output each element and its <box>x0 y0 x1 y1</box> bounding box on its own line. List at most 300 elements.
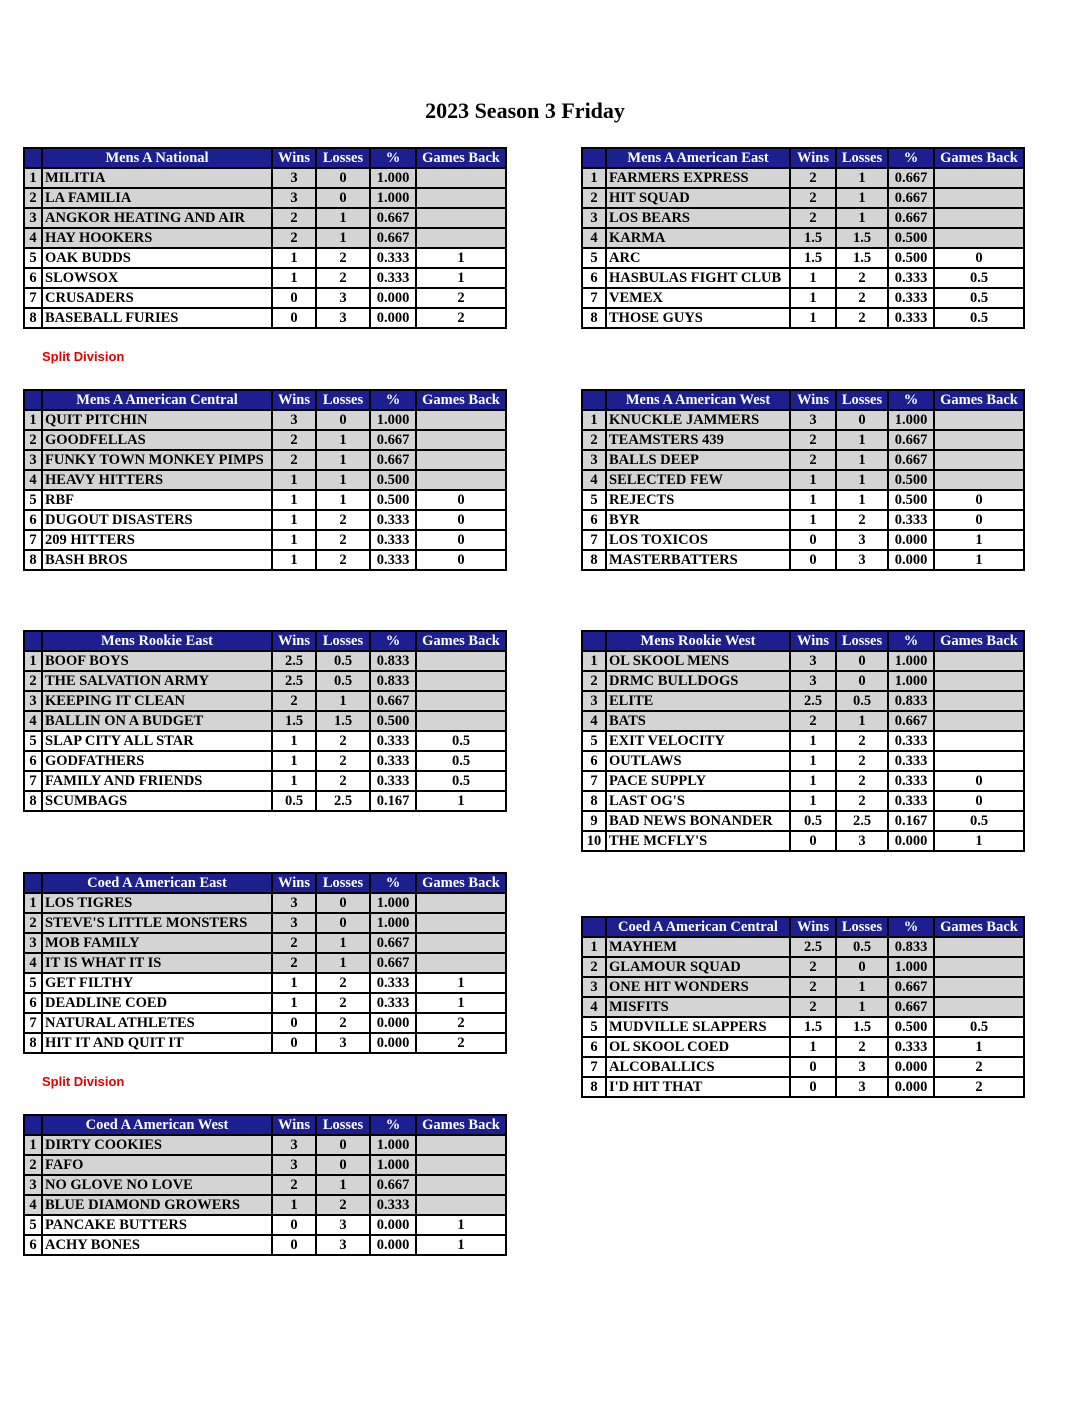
rank-cell: 8 <box>582 1077 606 1097</box>
pct-cell: 0.833 <box>888 937 934 957</box>
games-back-cell: 0.5 <box>934 1017 1024 1037</box>
games-back-cell: 0.5 <box>416 731 506 751</box>
games-back-cell <box>934 208 1024 228</box>
rank-cell: 5 <box>24 248 42 268</box>
team-cell: KARMA <box>606 228 790 248</box>
pct-cell: 1.000 <box>370 1135 416 1155</box>
rank-cell: 3 <box>582 977 606 997</box>
team-cell: GLAMOUR SQUAD <box>606 957 790 977</box>
table-row <box>582 977 1024 997</box>
rank-cell: 3 <box>24 933 42 953</box>
table-row <box>582 811 1024 831</box>
header-row <box>24 390 506 410</box>
rank-cell: 3 <box>582 208 606 228</box>
losses-cell: 1 <box>316 208 370 228</box>
losses-cell: 3 <box>316 1033 370 1053</box>
wins-cell: 2 <box>272 208 316 228</box>
table-row <box>24 913 506 933</box>
games-back-cell: 0 <box>416 550 506 570</box>
rank-header <box>582 917 606 937</box>
table-row <box>24 228 506 248</box>
rank-cell: 6 <box>24 268 42 288</box>
table-row <box>24 791 506 811</box>
rank-cell: 6 <box>582 751 606 771</box>
table-row <box>582 957 1024 977</box>
team-cell: DIRTY COOKIES <box>42 1135 272 1155</box>
wins-cell: 1 <box>272 470 316 490</box>
table-row <box>24 188 506 208</box>
games-back-cell <box>416 711 506 731</box>
rank-cell: 1 <box>24 168 42 188</box>
table-row <box>24 510 506 530</box>
table-row <box>582 268 1024 288</box>
pct-cell: 0.000 <box>370 1235 416 1255</box>
pct-cell: 0.000 <box>888 550 934 570</box>
wins-cell: 3 <box>272 1135 316 1155</box>
rank-cell: 1 <box>582 651 606 671</box>
rank-header <box>24 390 42 410</box>
pct-cell: 0.667 <box>370 953 416 973</box>
wins-cell: 0 <box>272 1235 316 1255</box>
wins-cell: 3 <box>272 410 316 430</box>
team-cell: NO GLOVE NO LOVE <box>42 1175 272 1195</box>
games-back-cell: 1 <box>416 1235 506 1255</box>
losses-cell: 1 <box>836 450 888 470</box>
table-row <box>24 751 506 771</box>
rank-cell: 4 <box>24 711 42 731</box>
games-back-cell: 0.5 <box>934 308 1024 328</box>
pct-cell: 0.333 <box>888 308 934 328</box>
rank-cell: 2 <box>582 671 606 691</box>
wins-cell: 1 <box>272 751 316 771</box>
pct-cell: 0.333 <box>370 731 416 751</box>
losses-cell: 2 <box>316 268 370 288</box>
games-back-cell <box>416 651 506 671</box>
wins-cell: 2 <box>790 168 836 188</box>
rank-cell: 7 <box>582 530 606 550</box>
column-header-wins: Wins <box>790 390 836 410</box>
losses-cell: 2 <box>316 771 370 791</box>
table-row <box>582 997 1024 1017</box>
wins-cell: 1 <box>790 751 836 771</box>
pct-cell: 0.833 <box>370 671 416 691</box>
pct-cell: 1.000 <box>370 188 416 208</box>
pct-cell: 0.333 <box>370 1195 416 1215</box>
column-header-gb: Games Back <box>934 148 1024 168</box>
losses-cell: 1 <box>836 168 888 188</box>
standings-table <box>23 147 507 329</box>
pct-cell: 0.667 <box>888 450 934 470</box>
pct-cell: 0.000 <box>370 1013 416 1033</box>
team-cell: BASH BROS <box>42 550 272 570</box>
wins-cell: 0 <box>790 550 836 570</box>
games-back-cell <box>934 430 1024 450</box>
column-header-gb: Games Back <box>934 631 1024 651</box>
team-cell: PACE SUPPLY <box>606 771 790 791</box>
table-row <box>24 1215 506 1235</box>
column-header-wins: Wins <box>272 148 316 168</box>
losses-cell: 3 <box>316 1235 370 1255</box>
losses-cell: 0 <box>316 1155 370 1175</box>
games-back-cell: 1 <box>934 1037 1024 1057</box>
pct-cell: 0.667 <box>370 228 416 248</box>
losses-cell: 1 <box>316 933 370 953</box>
losses-cell: 2 <box>836 288 888 308</box>
games-back-cell <box>934 711 1024 731</box>
losses-cell: 2 <box>316 1013 370 1033</box>
table-row <box>24 208 506 228</box>
games-back-cell <box>934 671 1024 691</box>
wins-cell: 1 <box>790 771 836 791</box>
games-back-cell: 0.5 <box>934 811 1024 831</box>
games-back-cell: 0 <box>934 490 1024 510</box>
losses-cell: 2 <box>316 248 370 268</box>
header-row <box>582 390 1024 410</box>
rank-cell: 7 <box>582 1057 606 1077</box>
games-back-cell: 0 <box>934 791 1024 811</box>
division-name: Coed A American Central <box>606 917 790 937</box>
rank-cell: 8 <box>24 308 42 328</box>
team-cell: 209 HITTERS <box>42 530 272 550</box>
wins-cell: 0.5 <box>272 791 316 811</box>
rank-cell: 4 <box>582 470 606 490</box>
wins-cell: 0 <box>272 1013 316 1033</box>
games-back-cell <box>416 470 506 490</box>
team-cell: EXIT VELOCITY <box>606 731 790 751</box>
wins-cell: 1 <box>790 490 836 510</box>
team-cell: DRMC BULLDOGS <box>606 671 790 691</box>
pct-cell: 0.500 <box>888 248 934 268</box>
losses-cell: 2 <box>836 1037 888 1057</box>
team-cell: FAMILY AND FRIENDS <box>42 771 272 791</box>
table-row <box>582 731 1024 751</box>
team-cell: MASTERBATTERS <box>606 550 790 570</box>
games-back-cell: 2 <box>416 308 506 328</box>
pct-cell: 0.333 <box>888 268 934 288</box>
team-cell: BLUE DIAMOND GROWERS <box>42 1195 272 1215</box>
losses-cell: 0 <box>316 1135 370 1155</box>
rank-cell: 2 <box>24 188 42 208</box>
team-cell: CRUSADERS <box>42 288 272 308</box>
wins-cell: 3 <box>790 410 836 430</box>
games-back-cell <box>416 953 506 973</box>
rank-cell: 2 <box>582 957 606 977</box>
losses-cell: 3 <box>316 288 370 308</box>
wins-cell: 2 <box>272 691 316 711</box>
rank-cell: 6 <box>24 993 42 1013</box>
table-row <box>582 1037 1024 1057</box>
pct-cell: 0.667 <box>888 188 934 208</box>
wins-cell: 1 <box>790 470 836 490</box>
rank-cell: 2 <box>24 671 42 691</box>
games-back-cell <box>416 228 506 248</box>
rank-header <box>24 1115 42 1135</box>
rank-cell: 4 <box>24 953 42 973</box>
rank-cell: 2 <box>24 1155 42 1175</box>
wins-cell: 1 <box>272 268 316 288</box>
table-row <box>24 530 506 550</box>
pct-cell: 1.000 <box>888 651 934 671</box>
table-row <box>582 530 1024 550</box>
table-row <box>24 1135 506 1155</box>
pct-cell: 0.500 <box>888 1017 934 1037</box>
rank-cell: 1 <box>582 168 606 188</box>
games-back-cell: 0 <box>416 510 506 530</box>
losses-cell: 1 <box>316 490 370 510</box>
wins-cell: 1 <box>272 771 316 791</box>
losses-cell: 3 <box>836 1057 888 1077</box>
standings-table <box>23 389 507 571</box>
games-back-cell <box>934 228 1024 248</box>
losses-cell: 3 <box>836 550 888 570</box>
losses-cell: 1.5 <box>836 228 888 248</box>
pct-cell: 0.667 <box>370 450 416 470</box>
losses-cell: 1 <box>836 711 888 731</box>
wins-cell: 1 <box>790 510 836 530</box>
rank-cell: 4 <box>24 1195 42 1215</box>
rank-cell: 6 <box>582 268 606 288</box>
losses-cell: 1 <box>316 228 370 248</box>
wins-cell: 1 <box>272 490 316 510</box>
losses-cell: 2 <box>836 308 888 328</box>
wins-cell: 2 <box>272 228 316 248</box>
pct-cell: 0.333 <box>888 791 934 811</box>
wins-cell: 2 <box>790 430 836 450</box>
wins-cell: 0 <box>790 530 836 550</box>
pct-cell: 0.500 <box>370 490 416 510</box>
games-back-cell: 0.5 <box>416 751 506 771</box>
losses-cell: 2.5 <box>836 811 888 831</box>
rank-cell: 5 <box>582 1017 606 1037</box>
table-row <box>24 771 506 791</box>
header-row <box>24 1115 506 1135</box>
table-row <box>582 651 1024 671</box>
games-back-cell <box>416 893 506 913</box>
team-cell: ANGKOR HEATING AND AIR <box>42 208 272 228</box>
losses-cell: 0 <box>836 410 888 430</box>
team-cell: IT IS WHAT IT IS <box>42 953 272 973</box>
games-back-cell: 1 <box>416 268 506 288</box>
team-cell: HEAVY HITTERS <box>42 470 272 490</box>
table-row <box>582 1057 1024 1077</box>
rank-cell: 6 <box>24 1235 42 1255</box>
pct-cell: 1.000 <box>370 913 416 933</box>
rank-cell: 8 <box>582 308 606 328</box>
pct-cell: 0.833 <box>370 651 416 671</box>
games-back-cell: 0 <box>934 771 1024 791</box>
table-row <box>582 771 1024 791</box>
losses-cell: 0 <box>316 410 370 430</box>
team-cell: OL SKOOL COED <box>606 1037 790 1057</box>
header-row <box>24 873 506 893</box>
pct-cell: 0.333 <box>888 771 934 791</box>
games-back-cell: 0 <box>416 530 506 550</box>
rank-cell: 1 <box>24 410 42 430</box>
wins-cell: 0 <box>272 288 316 308</box>
standings-table <box>581 147 1025 329</box>
table-row <box>24 490 506 510</box>
column-header-losses: Losses <box>316 148 370 168</box>
rank-header <box>582 148 606 168</box>
wins-cell: 2 <box>790 997 836 1017</box>
games-back-cell: 2 <box>934 1057 1024 1077</box>
column-header-pct: % <box>370 390 416 410</box>
team-cell: GOODFELLAS <box>42 430 272 450</box>
games-back-cell <box>416 1175 506 1195</box>
pct-cell: 0.500 <box>370 711 416 731</box>
rank-cell: 8 <box>24 1033 42 1053</box>
team-cell: BAD NEWS BONANDER <box>606 811 790 831</box>
games-back-cell: 1 <box>416 973 506 993</box>
losses-cell: 1 <box>836 977 888 997</box>
header-row <box>582 917 1024 937</box>
table-row <box>24 410 506 430</box>
header-row <box>582 631 1024 651</box>
table-row <box>24 550 506 570</box>
team-cell: BALLS DEEP <box>606 450 790 470</box>
pct-cell: 0.500 <box>888 470 934 490</box>
team-cell: TEAMSTERS 439 <box>606 430 790 450</box>
column-header-pct: % <box>370 631 416 651</box>
wins-cell: 1 <box>272 993 316 1013</box>
rank-cell: 4 <box>24 470 42 490</box>
table-row <box>582 430 1024 450</box>
division-name: Mens A American East <box>606 148 790 168</box>
division-name: Coed A American East <box>42 873 272 893</box>
team-cell: SELECTED FEW <box>606 470 790 490</box>
division-name: Mens A American West <box>606 390 790 410</box>
column-header-pct: % <box>888 631 934 651</box>
table-row <box>582 831 1024 851</box>
table-row <box>582 208 1024 228</box>
team-cell: BYR <box>606 510 790 530</box>
losses-cell: 1.5 <box>316 711 370 731</box>
games-back-cell: 1 <box>416 248 506 268</box>
rank-cell: 8 <box>24 550 42 570</box>
games-back-cell <box>416 1135 506 1155</box>
losses-cell: 3 <box>836 530 888 550</box>
rank-header <box>24 873 42 893</box>
table-row <box>582 248 1024 268</box>
team-cell: SCUMBAGS <box>42 791 272 811</box>
rank-cell: 6 <box>24 751 42 771</box>
pct-cell: 0.500 <box>370 470 416 490</box>
rank-cell: 6 <box>582 1037 606 1057</box>
losses-cell: 2 <box>316 751 370 771</box>
wins-cell: 2 <box>272 1175 316 1195</box>
table-row <box>582 711 1024 731</box>
pct-cell: 0.000 <box>888 831 934 851</box>
team-cell: HASBULAS FIGHT CLUB <box>606 268 790 288</box>
rank-cell: 7 <box>24 288 42 308</box>
team-cell: DEADLINE COED <box>42 993 272 1013</box>
rank-cell: 9 <box>582 811 606 831</box>
team-cell: OAK BUDDS <box>42 248 272 268</box>
pct-cell: 0.333 <box>370 510 416 530</box>
column-header-gb: Games Back <box>416 148 506 168</box>
wins-cell: 2.5 <box>272 651 316 671</box>
pct-cell: 0.000 <box>888 1057 934 1077</box>
division-name: Coed A American West <box>42 1115 272 1135</box>
wins-cell: 3 <box>272 1155 316 1175</box>
losses-cell: 1.5 <box>836 1017 888 1037</box>
rank-cell: 5 <box>24 1215 42 1235</box>
rank-header <box>24 148 42 168</box>
table-row <box>24 711 506 731</box>
wins-cell: 1 <box>272 248 316 268</box>
team-cell: KNUCKLE JAMMERS <box>606 410 790 430</box>
pct-cell: 0.500 <box>888 228 934 248</box>
wins-cell: 2 <box>272 933 316 953</box>
column-header-losses: Losses <box>836 917 888 937</box>
table-row <box>24 248 506 268</box>
team-cell: HAY HOOKERS <box>42 228 272 248</box>
table-row <box>24 933 506 953</box>
losses-cell: 2 <box>316 530 370 550</box>
rank-cell: 7 <box>24 530 42 550</box>
team-cell: MILITIA <box>42 168 272 188</box>
wins-cell: 2 <box>790 957 836 977</box>
wins-cell: 1 <box>272 1195 316 1215</box>
losses-cell: 1 <box>316 953 370 973</box>
rank-cell: 3 <box>24 450 42 470</box>
table-row <box>582 937 1024 957</box>
pct-cell: 0.333 <box>370 751 416 771</box>
team-cell: BALLIN ON A BUDGET <box>42 711 272 731</box>
games-back-cell <box>934 997 1024 1017</box>
team-cell: THE SALVATION ARMY <box>42 671 272 691</box>
team-cell: PANCAKE BUTTERS <box>42 1215 272 1235</box>
pct-cell: 0.167 <box>888 811 934 831</box>
standings-table <box>23 630 507 812</box>
losses-cell: 0.5 <box>836 937 888 957</box>
games-back-cell: 0 <box>416 490 506 510</box>
rank-cell: 1 <box>24 1135 42 1155</box>
losses-cell: 3 <box>316 308 370 328</box>
team-cell: REJECTS <box>606 490 790 510</box>
losses-cell: 1 <box>316 450 370 470</box>
rank-cell: 3 <box>24 691 42 711</box>
pct-cell: 0.833 <box>888 691 934 711</box>
games-back-cell: 1 <box>934 550 1024 570</box>
table-row <box>582 470 1024 490</box>
team-cell: LOS TIGRES <box>42 893 272 913</box>
rank-cell: 6 <box>24 510 42 530</box>
games-back-cell <box>416 430 506 450</box>
team-cell: FUNKY TOWN MONKEY PIMPS <box>42 450 272 470</box>
column-header-gb: Games Back <box>934 917 1024 937</box>
wins-cell: 1 <box>790 308 836 328</box>
games-back-cell: 1 <box>416 1215 506 1235</box>
column-header-gb: Games Back <box>416 1115 506 1135</box>
header-row <box>24 631 506 651</box>
team-cell: QUIT PITCHIN <box>42 410 272 430</box>
table-row <box>582 751 1024 771</box>
standings-table <box>23 1114 507 1256</box>
games-back-cell <box>416 933 506 953</box>
table-row <box>582 228 1024 248</box>
rank-cell: 2 <box>24 430 42 450</box>
wins-cell: 2 <box>790 977 836 997</box>
column-header-gb: Games Back <box>416 631 506 651</box>
games-back-cell <box>934 691 1024 711</box>
rank-header <box>24 631 42 651</box>
games-back-cell <box>416 410 506 430</box>
losses-cell: 0 <box>316 168 370 188</box>
games-back-cell <box>934 410 1024 430</box>
rank-cell: 4 <box>24 228 42 248</box>
rank-cell: 10 <box>582 831 606 851</box>
